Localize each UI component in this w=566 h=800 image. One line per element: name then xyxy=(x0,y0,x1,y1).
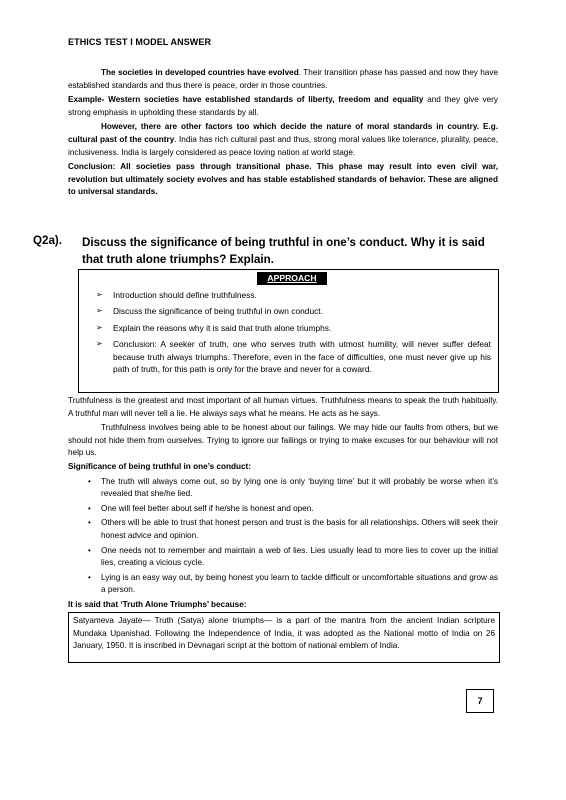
triumph-heading-wrap xyxy=(68,599,498,612)
approach-item-text: Introduction should define truthfulness. xyxy=(113,290,257,300)
bullet-icon: • xyxy=(88,518,91,528)
page-header: ETHICS TEST I MODEL ANSWER xyxy=(68,37,212,47)
triumph-heading: It is said that ‘Truth Alone Triumphs’ because: xyxy=(68,599,247,609)
intro-p3-bold: However, there are other factors too which decide the nature of moral standards in country. E.g. cultural past of the country xyxy=(68,122,498,144)
significance-heading-wrap xyxy=(68,461,498,474)
approach-item xyxy=(96,338,491,375)
approach-list xyxy=(96,289,491,379)
significance-item-text: Lying is an easy way out, by being honest you learn to tackle difficult or uncomfortable situations and grow as a person. xyxy=(101,572,498,595)
arrow-bullet-icon: ➢ xyxy=(96,290,103,299)
intro-paragraph-2 xyxy=(68,94,498,119)
intro-p3-text: . India has rich cultural past and thus, strong moral values like tolerance, plurality, peace, inclusiveness. India is largely considered as peace loving nation at world stage. xyxy=(68,134,498,157)
intro-p4-bold: Conclusion: All societies pass through transitional phase. This phase may result into even civil war, revolution but ultimately society evolves and has stable established standards of behavior. These are aligned to universal standards. xyxy=(68,162,498,197)
arrow-bullet-icon: ➢ xyxy=(96,322,103,332)
arrow-bullet-icon: ➢ xyxy=(96,339,103,349)
intro-paragraph-3 xyxy=(68,121,498,159)
intro-section xyxy=(68,67,498,201)
significance-item-text: Others will be able to trust that honest person and trust is the basis for all relationships. Others will seek their honest advice and opinion. xyxy=(101,518,498,540)
approach-item-text: Explain the reasons why it is said that truth alone triumphs. xyxy=(113,322,332,333)
bullet-icon: • xyxy=(88,476,91,486)
approach-item-text: Discuss the significance of being truthful in own conduct. xyxy=(113,306,323,317)
significance-item xyxy=(68,545,498,570)
approach-item xyxy=(96,305,491,317)
intro-p2-bold: Example- Western societies have established standards of liberty, freedom and equality xyxy=(68,95,424,105)
significance-item xyxy=(68,572,498,597)
quote-text: Satyameva Jayate— Truth (Satya) alone triumphs— is a part of the mantra from the ancient Indian scripture Mundaka Upanishad. Following the Independence of India, it was adopted as the National motto of India on 26 January, 1950. It is inscribed in Devnagari script at the bottom of national emblem of India. xyxy=(73,616,495,651)
intro-p2-text: and they give very strong emphasis in upholding these standards by all. xyxy=(68,95,498,117)
significance-list xyxy=(68,476,498,597)
body-paragraph-2: Truthfulness involves being able to be honest about our failings. We may hide our faults from others, but we should not hide them from ourselves. Trying to ignore our failings or trying to make excuses for our behaviour will not help us. xyxy=(68,423,498,458)
significance-item-text: One will feel better about self if he/she is honest and open. xyxy=(101,503,314,513)
arrow-bullet-icon: ➢ xyxy=(96,306,103,316)
intro-p1-bold: The societies in developed countries have evolved xyxy=(101,68,299,77)
approach-item-text: Conclusion: A seeker of truth, one who serves truth with utmost humility, will never suffer defeat because truth always triumphs. Therefore, even in the face of difficulties, one must never give up his path of truth, for this path is only for the brave and never for a coward. xyxy=(113,339,491,375)
significance-item xyxy=(68,503,498,516)
question-text: Discuss the significance of being truthful in one’s conduct. Why it is said that truth alone triumphs? Explain. xyxy=(82,236,485,266)
quote-box xyxy=(68,612,500,663)
body-paragraph-1: Truthfulness is the greatest and most important of all human virtues. Truthfulness means to speak the truth habitually. A truthful man will never tell a lie. He always says what he means. He acts as he says. xyxy=(68,396,498,418)
approach-item xyxy=(96,289,491,301)
intro-conclusion xyxy=(68,161,498,199)
significance-item-text: One needs not to remember and maintain a web of lies. Lies usually lead to more lies to cover up the initial lies, creating a vicious cycle. xyxy=(101,545,498,568)
question-label: Q2a). xyxy=(33,234,62,247)
page-number: 7 xyxy=(466,689,494,713)
approach-item xyxy=(96,322,491,334)
approach-title: APPROACH xyxy=(257,272,327,285)
significance-item-text: The truth will always come out, so by lying one is only ‘buying time’ but it will probably be worse when it’s revealed that she/he lied. xyxy=(101,476,498,499)
significance-item xyxy=(68,476,498,501)
intro-paragraph-1 xyxy=(68,67,498,92)
intro-p1-text: . Their transition phase has passed and now they have established standards and thus there is peace, order in those countries. xyxy=(68,68,499,90)
bullet-icon: • xyxy=(88,545,91,555)
significance-item xyxy=(68,517,498,542)
bullet-icon: • xyxy=(88,503,91,513)
significance-heading: Significance of being truthful in one’s conduct: xyxy=(68,461,252,471)
bullet-icon: • xyxy=(88,572,91,582)
answer-body xyxy=(68,395,498,614)
